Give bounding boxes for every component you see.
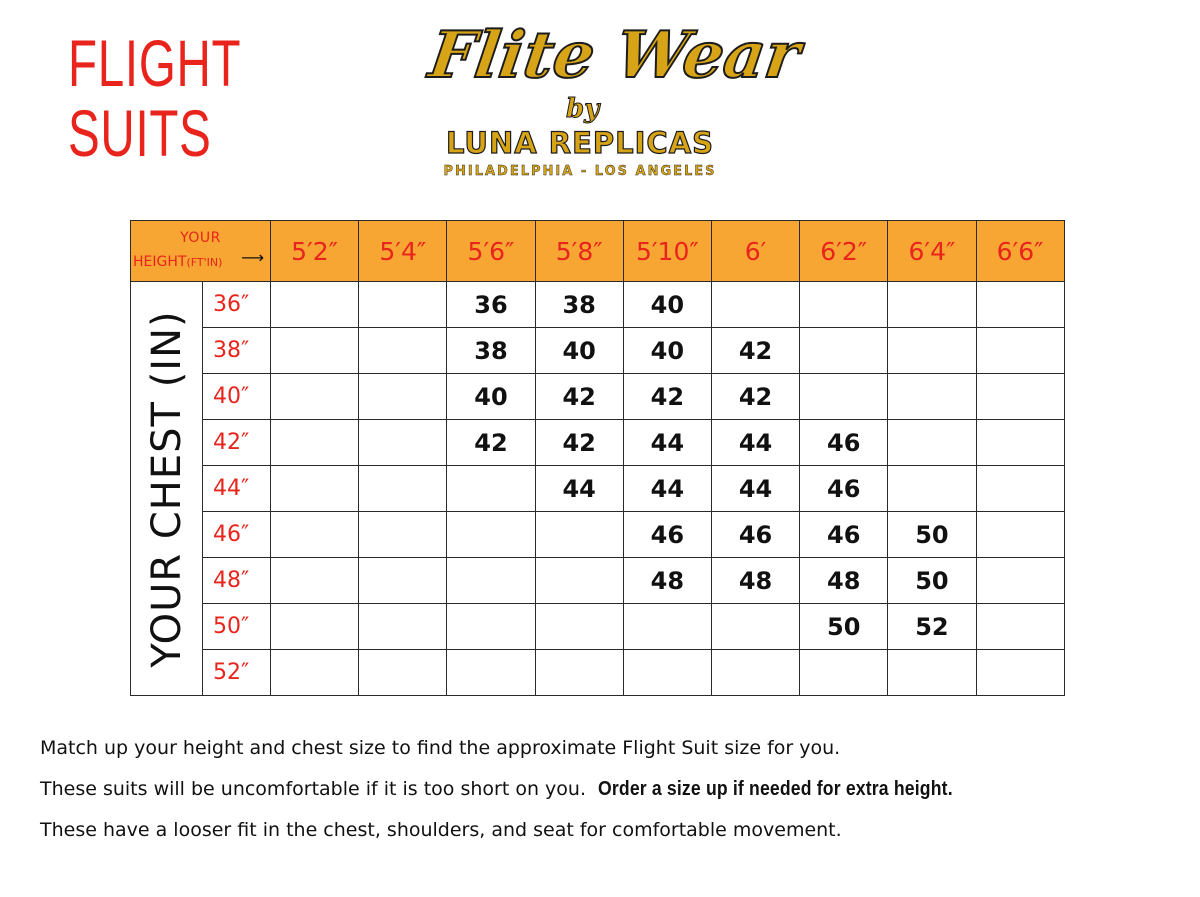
suit-size-cell [535, 512, 623, 558]
suit-size-cell: 44 [623, 466, 711, 512]
suit-size-cell [447, 604, 535, 650]
suit-size-cell [623, 604, 711, 650]
suit-size-cell [359, 604, 447, 650]
suit-size-cell: 52 [888, 604, 976, 650]
suit-size-cell [976, 512, 1064, 558]
chest-size-cell: 42″ [203, 420, 271, 466]
table-row [131, 282, 1065, 328]
suit-size-cell: 42 [535, 374, 623, 420]
suit-size-cell [976, 282, 1064, 328]
suit-size-cell [271, 604, 359, 650]
right-arrow-icon: ⟶ [241, 248, 264, 267]
suit-size-cell [447, 558, 535, 604]
suit-size-cell [271, 282, 359, 328]
suit-size-cell: 46 [800, 466, 888, 512]
suit-size-cell: 44 [623, 420, 711, 466]
suit-size-cell [800, 374, 888, 420]
chest-axis-label: YOUR CHEST (IN) [143, 309, 190, 668]
note-line-1: Match up your height and chest size to find the approximate Flight Suit size for you. [40, 737, 841, 759]
suit-size-cell [888, 466, 976, 512]
suit-size-cell [447, 466, 535, 512]
title-line-1: FLIGHT [68, 26, 242, 100]
suit-size-cell [271, 466, 359, 512]
suit-size-cell [359, 282, 447, 328]
brand-logo [424, 18, 805, 188]
suit-size-cell [888, 282, 976, 328]
suit-size-cell [271, 650, 359, 696]
suit-size-cell [888, 650, 976, 696]
suit-size-cell [359, 558, 447, 604]
note-line-3: These have a looser fit in the chest, shoulders, and seat for comfortable movement. [40, 819, 842, 841]
suit-size-cell [888, 328, 976, 374]
suit-size-cell: 36 [447, 282, 535, 328]
suit-size-cell: 38 [535, 282, 623, 328]
suit-size-cell [623, 650, 711, 696]
chest-size-cell: 36″ [203, 282, 271, 328]
suit-size-cell [976, 604, 1064, 650]
suit-size-cell [535, 558, 623, 604]
note-line-2 [40, 769, 1001, 810]
suit-size-cell: 40 [623, 328, 711, 374]
table-row [131, 374, 1065, 420]
suit-size-cell: 42 [711, 374, 799, 420]
suit-size-cell [359, 374, 447, 420]
logo-brand: LUNA REPLICAS [445, 126, 715, 160]
table-row [131, 420, 1065, 466]
suit-size-cell: 42 [447, 420, 535, 466]
chest-size-cell: 52″ [203, 650, 271, 696]
logo-script: Flite Wear [424, 18, 805, 93]
note-line-2-text: These suits will be uncomfortable if it is too short on you. [40, 778, 586, 800]
corner-top-label: YOUR [180, 230, 221, 246]
page-title [68, 28, 241, 168]
table-row [131, 466, 1065, 512]
suit-size-cell: 42 [535, 420, 623, 466]
suit-size-cell [976, 466, 1064, 512]
suit-size-cell: 44 [711, 466, 799, 512]
suit-size-cell [271, 512, 359, 558]
suit-size-cell [711, 282, 799, 328]
suit-size-cell [447, 650, 535, 696]
suit-size-cell [800, 328, 888, 374]
title-line-2: SUITS [68, 96, 212, 170]
suit-size-cell [888, 374, 976, 420]
height-header-cell: 5′4″ [359, 221, 447, 282]
suit-size-cell [976, 374, 1064, 420]
suit-size-cell [711, 650, 799, 696]
suit-size-cell: 40 [535, 328, 623, 374]
suit-size-cell: 40 [447, 374, 535, 420]
table-row [131, 512, 1065, 558]
suit-size-cell: 48 [623, 558, 711, 604]
note-line-2-bold: Order a size up if needed for extra height. [598, 778, 953, 800]
suit-size-cell [359, 420, 447, 466]
height-header-cell: 5′8″ [535, 221, 623, 282]
chest-size-cell: 48″ [203, 558, 271, 604]
suit-size-cell [711, 604, 799, 650]
suit-size-cell [800, 650, 888, 696]
suit-size-cell [800, 282, 888, 328]
height-header-cell: 6′2″ [800, 221, 888, 282]
suit-size-cell: 40 [623, 282, 711, 328]
suit-size-cell: 48 [711, 558, 799, 604]
height-header-cell: 5′10″ [623, 221, 711, 282]
height-header-row [131, 221, 1065, 282]
suit-size-cell: 48 [800, 558, 888, 604]
suit-size-cell: 42 [623, 374, 711, 420]
suit-size-cell: 46 [623, 512, 711, 558]
suit-size-cell: 42 [711, 328, 799, 374]
suit-size-cell [535, 604, 623, 650]
corner-header [131, 221, 271, 282]
size-chart-table [130, 220, 1065, 696]
suit-size-cell: 46 [800, 420, 888, 466]
suit-size-cell: 44 [711, 420, 799, 466]
suit-size-cell: 50 [888, 512, 976, 558]
suit-size-cell [359, 650, 447, 696]
suit-size-cell: 44 [535, 466, 623, 512]
suit-size-cell: 46 [800, 512, 888, 558]
corner-height-text: HEIGHT [133, 254, 187, 270]
chest-size-cell: 46″ [203, 512, 271, 558]
suit-size-cell: 46 [711, 512, 799, 558]
chest-size-cell: 38″ [203, 328, 271, 374]
suit-size-cell [271, 374, 359, 420]
table-row [131, 328, 1065, 374]
corner-unit-text: (FT'IN) [186, 256, 223, 269]
suit-size-cell [359, 328, 447, 374]
suit-size-cell: 38 [447, 328, 535, 374]
suit-size-cell [888, 420, 976, 466]
chest-axis-cell [131, 282, 203, 696]
logo-by: by [566, 94, 600, 124]
height-header-cell: 6′ [711, 221, 799, 282]
height-header-cell: 5′2″ [271, 221, 359, 282]
suit-size-cell [359, 512, 447, 558]
suit-size-cell: 50 [888, 558, 976, 604]
table-row [131, 650, 1065, 696]
suit-size-cell [271, 558, 359, 604]
corner-bottom-label [133, 254, 222, 270]
suit-size-cell [447, 512, 535, 558]
suit-size-cell [976, 650, 1064, 696]
suit-size-cell [359, 466, 447, 512]
chest-size-cell: 50″ [203, 604, 271, 650]
table-row [131, 604, 1065, 650]
size-notes [40, 728, 1001, 851]
suit-size-cell [976, 328, 1064, 374]
suit-size-cell [976, 558, 1064, 604]
logo-cities: PHILADELPHIA - LOS ANGELES [443, 164, 717, 179]
height-header-cell: 6′6″ [976, 221, 1064, 282]
height-header-cell: 6′4″ [888, 221, 976, 282]
suit-size-cell: 50 [800, 604, 888, 650]
chest-size-cell: 44″ [203, 466, 271, 512]
suit-size-cell [271, 328, 359, 374]
chest-size-cell: 40″ [203, 374, 271, 420]
height-header-cell: 5′6″ [447, 221, 535, 282]
suit-size-cell [535, 650, 623, 696]
table-row [131, 558, 1065, 604]
suit-size-cell [271, 420, 359, 466]
suit-size-cell [976, 420, 1064, 466]
